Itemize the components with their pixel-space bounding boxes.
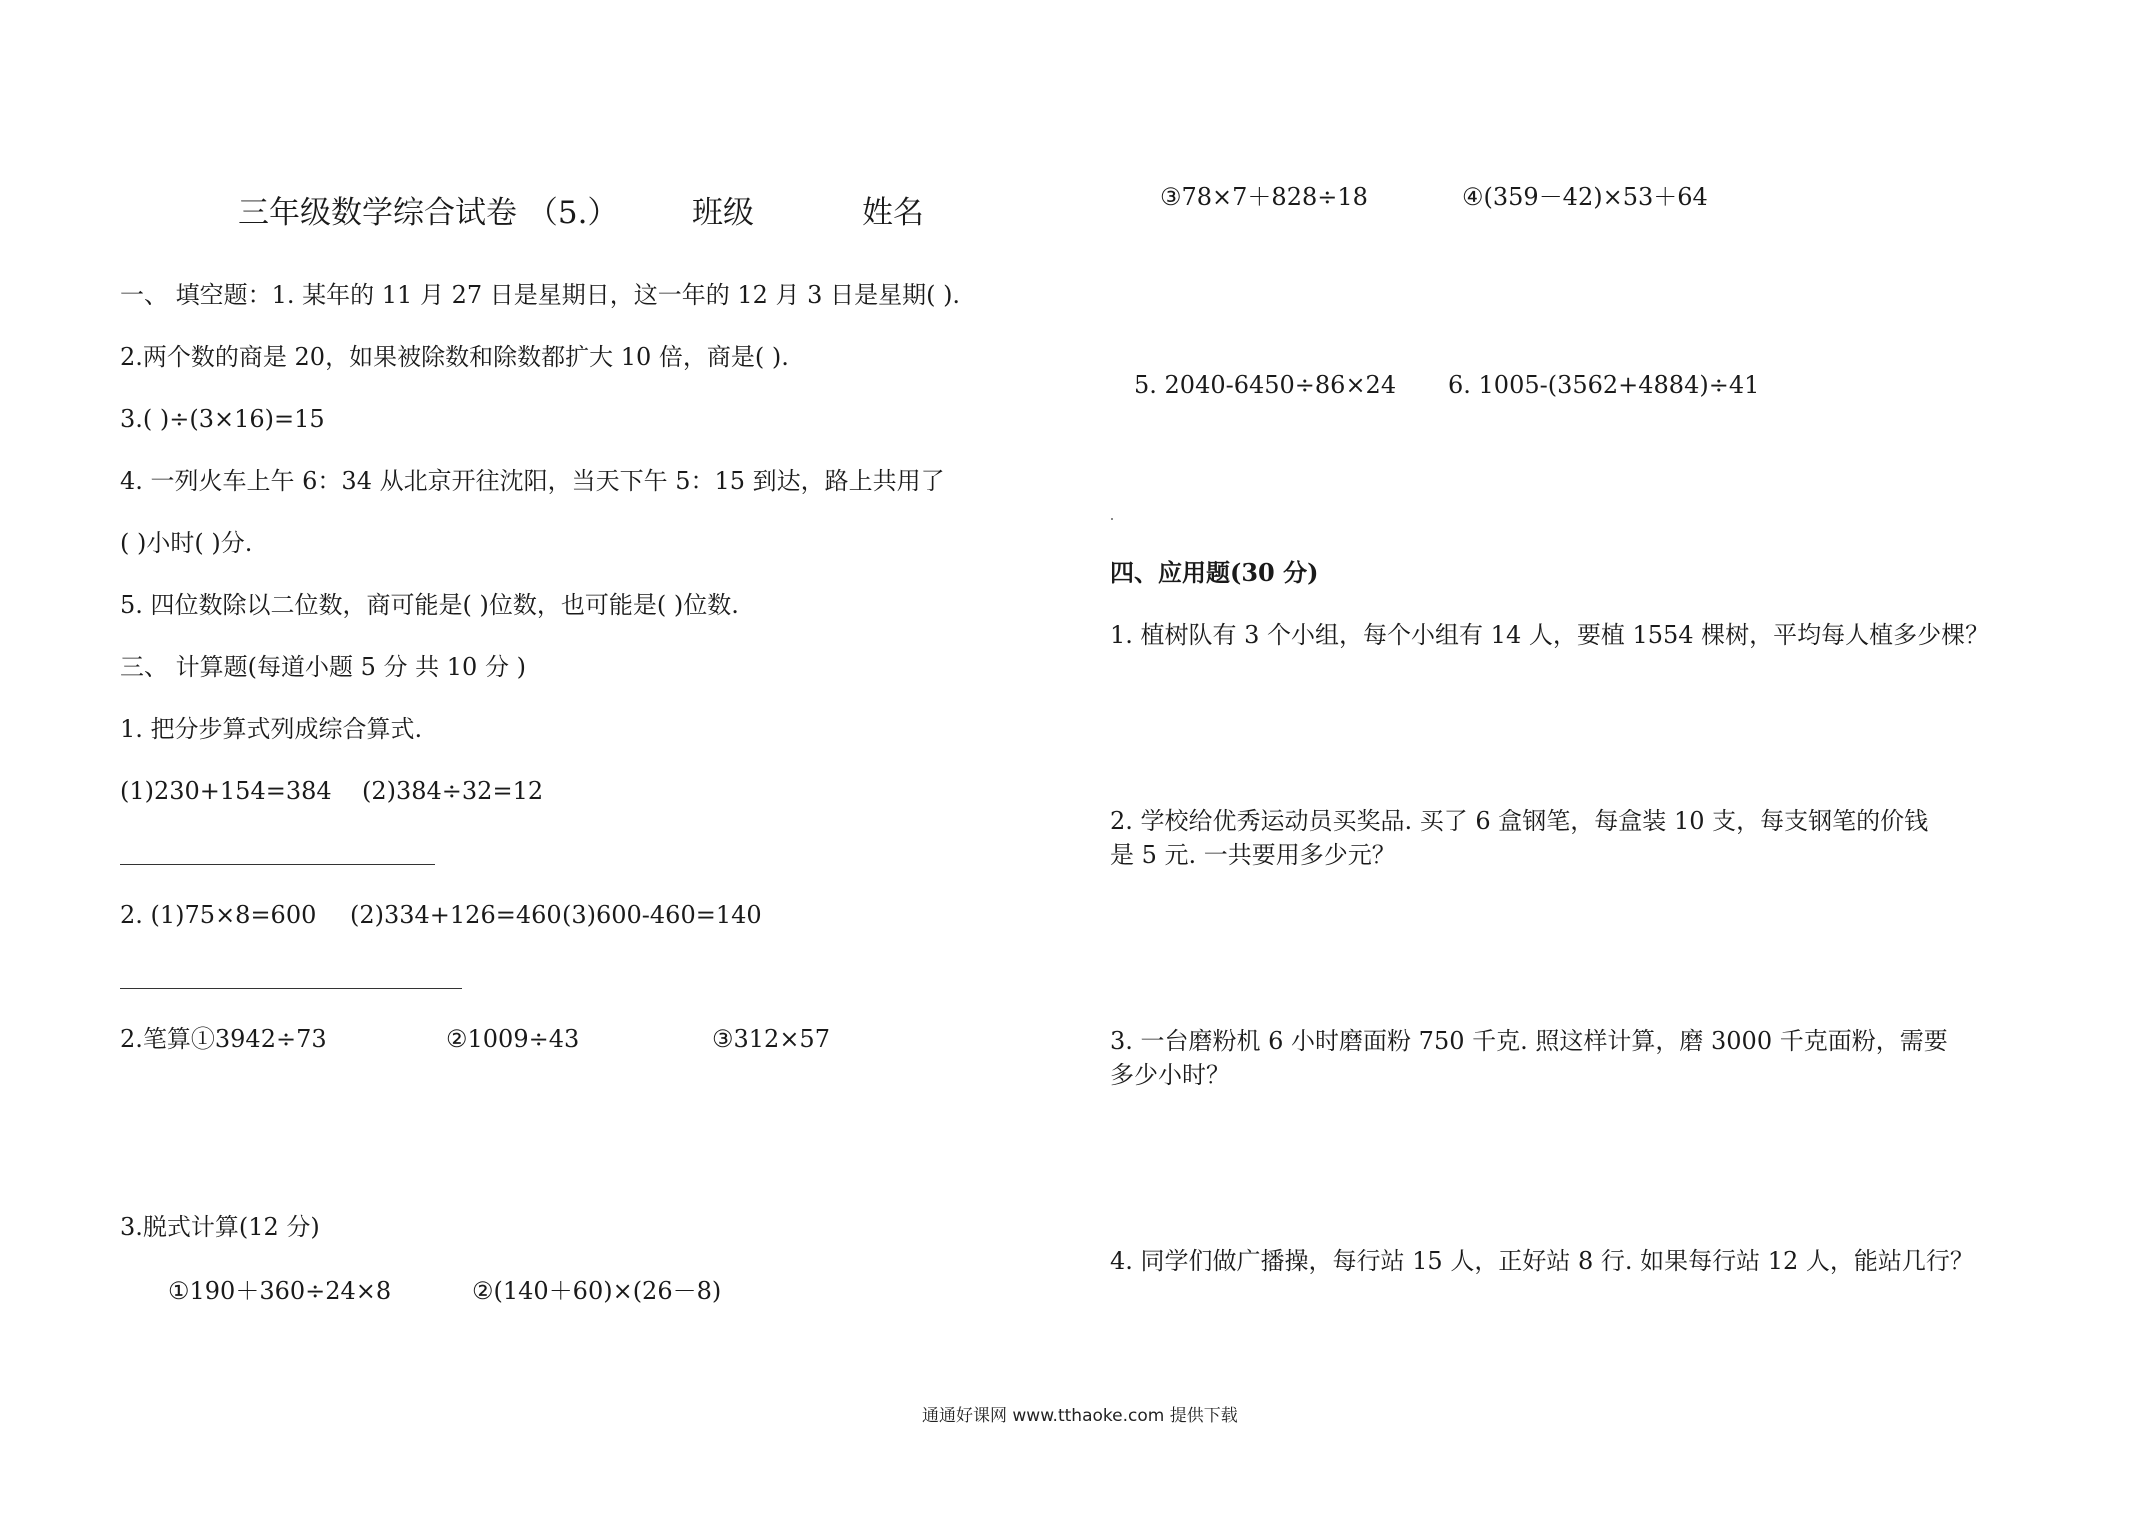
- footer-source: 通通好课网 www.tthaoke.com 提供下载: [922, 1406, 1238, 1426]
- fill-blank-q2: 2.两个数的商是 20，如果被除数和除数都扩大 10 倍，商是( ).: [120, 343, 789, 371]
- application-q4: 4. 同学们做广播操，每行站 15 人，正好站 8 行. 如果每行站 12 人，能站几行？: [1110, 1247, 1974, 1275]
- fill-blank-q1: 一、 填空题：1. 某年的 11 月 27 日是星期日，这一年的 12 月 3 日是星期( ).: [120, 281, 961, 309]
- step-calc-heading: 3.脱式计算(12 分): [120, 1213, 320, 1241]
- application-q3-line1: 3. 一台磨粉机 6 小时磨面粉 750 千克. 照这样计算，磨 3000 千克面粉，需要: [1110, 1027, 1948, 1055]
- calc-q2-step-c: (3)600-460=140: [562, 901, 762, 929]
- application-q2-line1: 2. 学校给优秀运动员买奖品. 买了 6 盒钢笔，每盒装 10 支，每支钢笔的价钱: [1110, 807, 1929, 835]
- step-calc-4: ④(359－42)×53＋64: [1462, 183, 1708, 211]
- answer-line-1: [120, 864, 435, 865]
- written-calc-c: ③312×57: [712, 1025, 830, 1053]
- fill-blank-q4-line1: 4. 一列火车上午 6：34 从北京开往沈阳，当天下午 5：15 到达，路上共用了: [120, 467, 945, 495]
- step-calc-2: ②(140＋60)×(26－8): [472, 1277, 722, 1305]
- calc-q2-step-a: 2. (1)75×8=600: [120, 901, 317, 929]
- step-calc-5: 5. 2040-6450÷86×24: [1134, 371, 1397, 399]
- fill-blank-q4-line2: ( )小时( )分.: [120, 529, 253, 557]
- name-label: 姓名: [862, 195, 924, 231]
- step-calc-1: ①190＋360÷24×8: [168, 1277, 392, 1305]
- fill-blank-q5: 5. 四位数除以二位数，商可能是( )位数，也可能是( )位数.: [120, 591, 739, 619]
- written-calc-b: ②1009÷43: [446, 1025, 580, 1053]
- answer-line-2: [120, 988, 462, 989]
- calc-section-heading: 三、 计算题(每道小题 5 分 共 10 分 ): [120, 653, 526, 681]
- fill-blank-q3: 3.( )÷(3×16)=15: [120, 405, 325, 433]
- application-q3-line2: 多少小时？: [1110, 1061, 1230, 1089]
- calc-q1-step-b: (2)384÷32=12: [362, 777, 544, 805]
- calc-q1-step-a: (1)230+154=384: [120, 777, 332, 805]
- stray-mark: [1111, 518, 1113, 520]
- calc-q1-instruction: 1. 把分步算式列成综合算式.: [120, 715, 423, 743]
- class-label: 班级: [692, 195, 754, 231]
- exam-title: 三年级数学综合试卷 （5.）: [238, 195, 619, 231]
- calc-q2-step-b: (2)334+126=460: [350, 901, 562, 929]
- step-calc-6: 6. 1005-(3562+4884)÷41: [1448, 371, 1760, 399]
- application-q2-line2: 是 5 元. 一共要用多少元？: [1110, 841, 1396, 869]
- application-q1: 1. 植树队有 3 个小组，每个小组有 14 人，要植 1554 棵树，平均每人植多少棵？: [1110, 621, 1990, 649]
- written-calc-a: 2.笔算①3942÷73: [120, 1025, 327, 1053]
- step-calc-3: ③78×7＋828÷18: [1160, 183, 1368, 211]
- application-section-heading: 四、应用题(30 分): [1110, 558, 1319, 587]
